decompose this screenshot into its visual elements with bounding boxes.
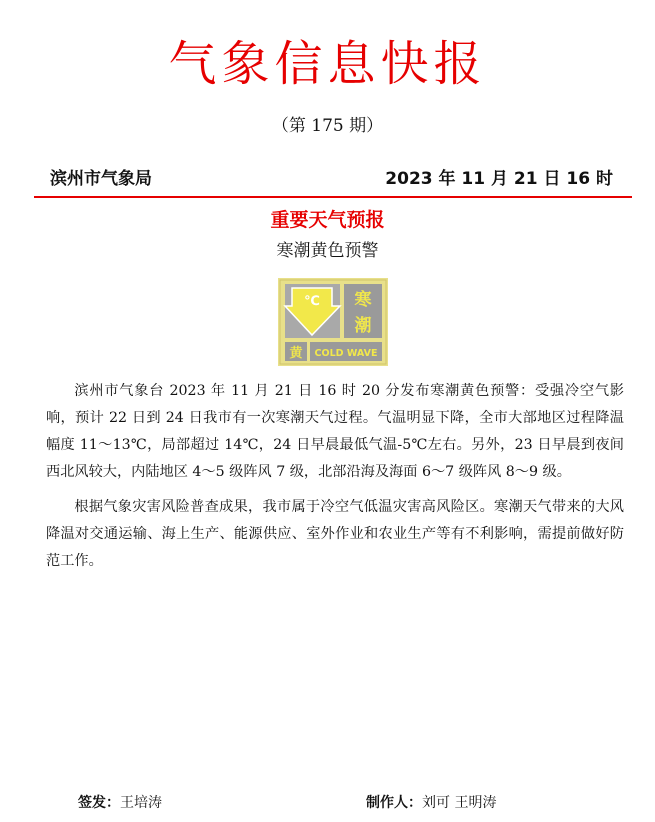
- authors-names: 刘可 王明涛: [422, 795, 497, 811]
- authors-label: 制作人：: [366, 795, 422, 811]
- temp-label: ℃: [304, 294, 320, 309]
- issue-number: （第 175 期）: [271, 116, 384, 136]
- issuer-name: 滨州市气象局: [50, 169, 152, 189]
- authors-line: [366, 792, 496, 814]
- issue-date: 2023 年 11 月 21 日 16 时: [385, 169, 613, 189]
- bulletin-body: [46, 378, 624, 583]
- hazard-char-top: 寒: [354, 290, 372, 310]
- hazard-char-bottom: 潮: [354, 316, 372, 336]
- signer-line: [78, 792, 162, 814]
- bulletin-title: 气象信息快报: [168, 36, 487, 92]
- body-paragraph: 根据气象灾害风险普查成果，我市属于冷空气低温灾害高风险区。寒潮天气带来的大风降温对交通运输、海上生产、能源供应、室外作业和农业生产等有不利影响，需提前做好防范工作。: [46, 499, 624, 569]
- signer-name: 王培涛: [120, 795, 162, 811]
- level-char: 黄: [289, 346, 303, 361]
- cold-wave-yellow-warning-icon: [278, 278, 388, 366]
- header-divider: [34, 196, 632, 198]
- notice-headline: 重要天气预报: [270, 209, 385, 231]
- notice-subheadline: 寒潮黄色预警: [276, 241, 379, 261]
- signer-label: 签发：: [78, 795, 120, 811]
- english-label: COLD WAVE: [314, 348, 378, 359]
- body-paragraph: 滨州市气象台 2023 年 11 月 21 日 16 时 20 分发布寒潮黄色预警：受强冷空气影响，预计 22 日到 24 日我市有一次寒潮天气过程。气温明显下降，全市大部地区过程降温幅度 11～13℃，局部超过 14℃，24 日早晨最低气温-5℃左右。另外，23 日早晨到夜间西北风较大，内陆地区 4～5 级阵风 7 级，北部沿海及海面 6～7 级阵风 8～9 级。: [46, 383, 624, 480]
